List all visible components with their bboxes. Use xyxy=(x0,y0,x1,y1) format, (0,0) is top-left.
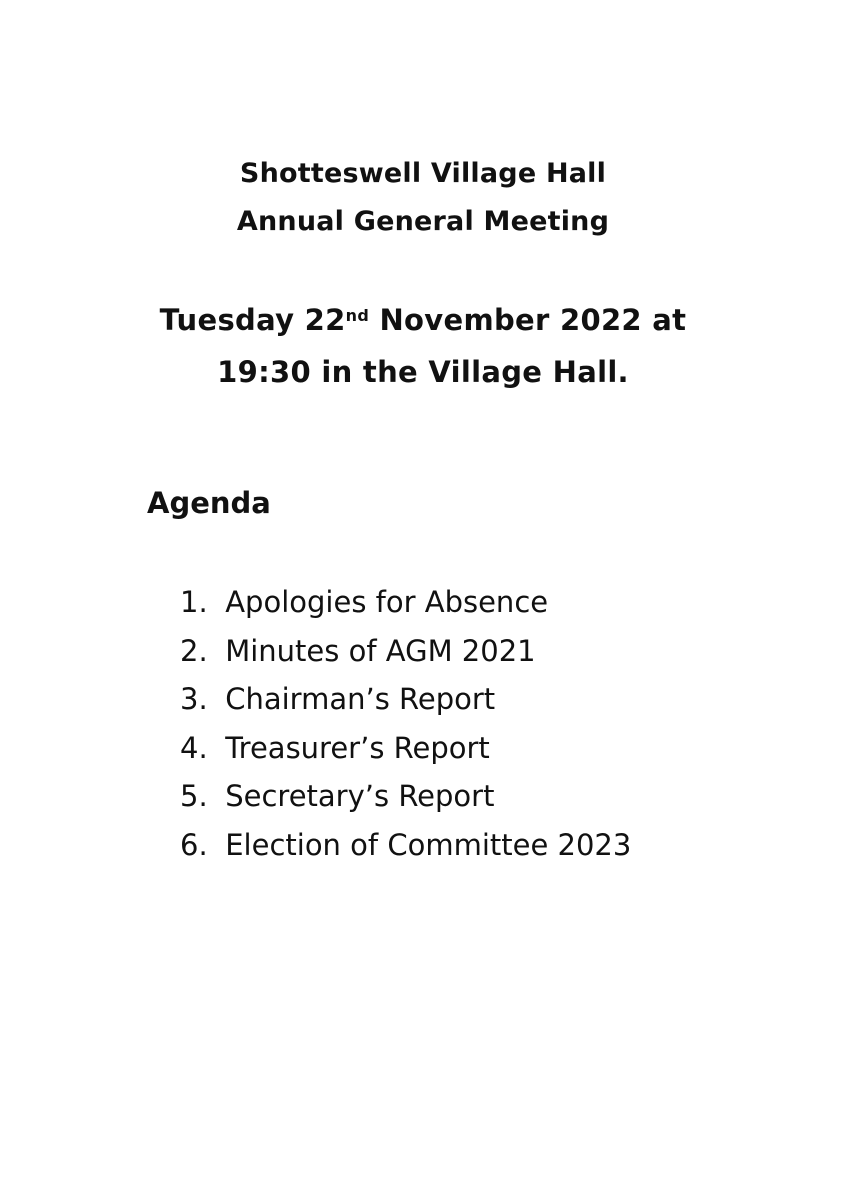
agenda-item-text: Secretary’s Report xyxy=(225,779,495,814)
agenda-item xyxy=(180,772,631,821)
document-title xyxy=(0,150,846,246)
agenda-item xyxy=(180,724,631,773)
agenda-item xyxy=(180,821,631,870)
agenda-item xyxy=(180,627,631,676)
agenda-item-text: Election of Committee 2023 xyxy=(225,827,632,862)
agenda-item-number: 2. xyxy=(180,633,208,668)
hall-name: Shotteswell Village Hall xyxy=(239,158,607,189)
meeting-date xyxy=(0,294,846,346)
meeting-type: Annual General Meeting xyxy=(236,206,610,237)
agenda-item-number: 1. xyxy=(180,585,208,619)
agenda-list xyxy=(180,578,631,870)
agenda-item-text: Apologies for Absence xyxy=(225,585,549,619)
date-ordinal-suffix: nd xyxy=(345,306,370,325)
agenda-item-text: Treasurer’s Report xyxy=(225,730,490,765)
agenda-item-text: Chairman’s Report xyxy=(225,682,496,717)
date-rest: November 2022 at xyxy=(369,303,687,337)
agenda-item-number: 6. xyxy=(180,827,208,862)
agenda-item-number: 4. xyxy=(180,730,208,765)
agenda-item-number: 5. xyxy=(180,779,208,814)
meeting-details xyxy=(0,294,846,398)
agenda-heading: Agenda xyxy=(147,486,271,520)
agenda-item-text: Minutes of AGM 2021 xyxy=(225,633,536,668)
agenda-item-number: 3. xyxy=(180,682,208,717)
agenda-item xyxy=(180,578,631,627)
meeting-time-location: 19:30 in the Village Hall. xyxy=(217,355,629,389)
date-prefix: Tuesday 22 xyxy=(159,303,346,337)
agenda-item xyxy=(180,675,631,724)
